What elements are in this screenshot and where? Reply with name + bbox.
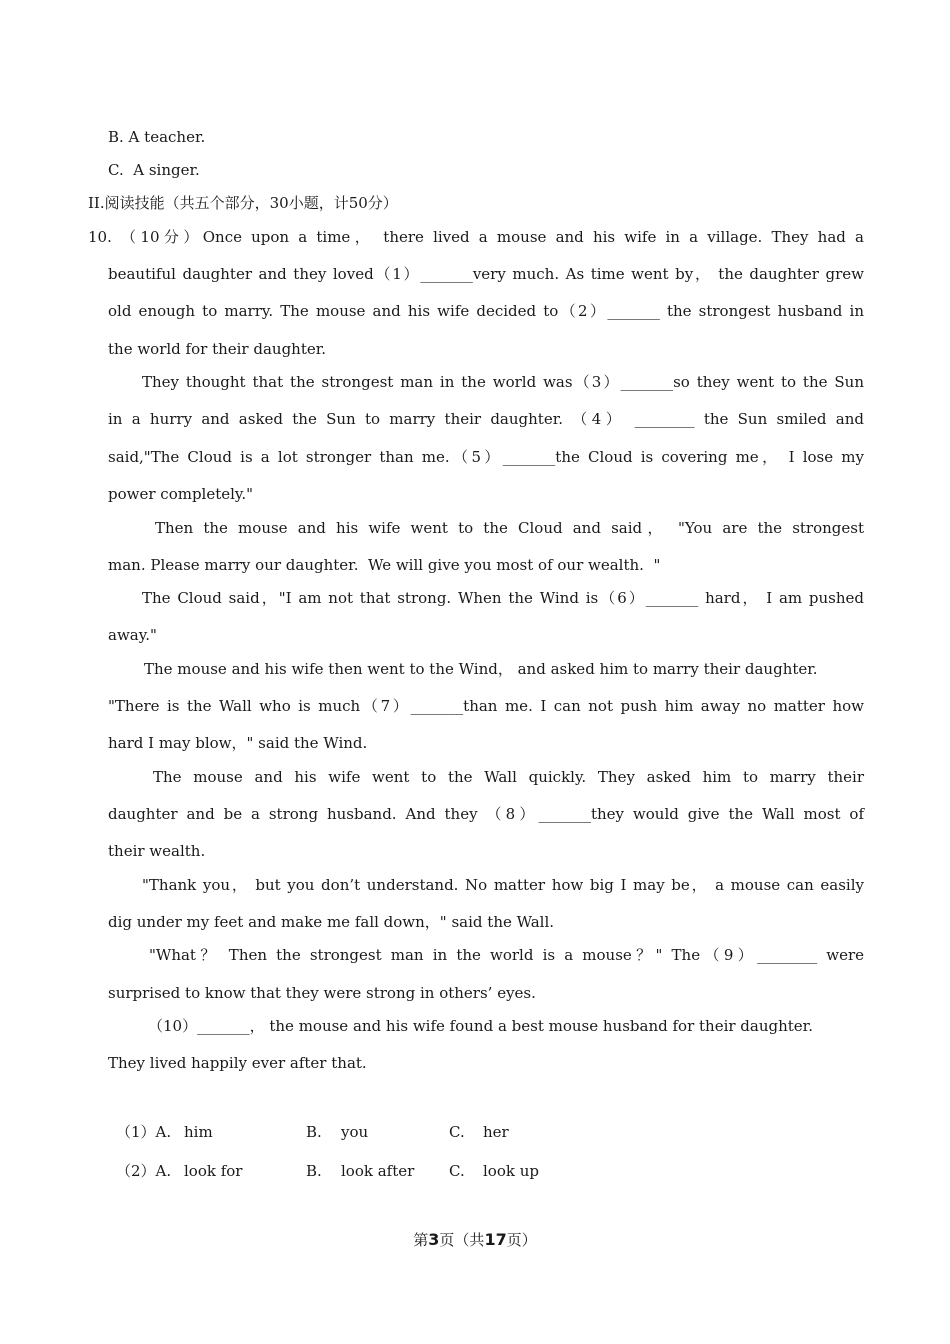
passage-line: their wealth. [108, 842, 206, 860]
passage-line: away." [108, 626, 157, 644]
option-a: look for [184, 1162, 243, 1180]
prev-option-b: B. A teacher. [108, 128, 206, 146]
passage-line: surprised to know that they were strong in others’ eyes. [108, 984, 536, 1002]
passage-line: the world for their daughter. [108, 340, 327, 358]
passage-line: beautiful daughter and they loved（1）_______very much. As time went by， the daughter grew [108, 265, 864, 283]
footer-total-pages: 17 [484, 1230, 507, 1249]
passage-line: "Thank you， but you don’t understand. No matter how big I may be， a mouse can easily [142, 876, 864, 894]
passage-line: old enough to marry. The mouse and his wife decided to（2）_______ the strongest husband in [108, 302, 864, 320]
passage-line: The mouse and his wife went to the Wall quickly. They asked him to marry their [153, 768, 864, 786]
section-heading: II.阅读技能（共五个部分，30小题，计50分） [88, 194, 398, 212]
option-b-label: B. [306, 1123, 322, 1141]
footer-suffix: 页） [506, 1231, 537, 1249]
option-c: look up [483, 1162, 539, 1180]
footer-mid: 页（共 [439, 1231, 485, 1249]
passage-line: 10. （10分）Once upon a time， there lived a mouse and his wife in a village. They had a [88, 228, 864, 246]
option-c-label: C. [449, 1123, 465, 1141]
option-b: you [341, 1123, 369, 1141]
footer-prefix: 第 [413, 1231, 429, 1249]
passage-line: man. Please marry our daughter. We will give you most of our wealth. " [108, 556, 661, 574]
passage-line: in a hurry and asked the Sun to marry their daughter. （4） ________ the Sun smiled and [108, 410, 864, 428]
passage-line: dig under my feet and make me fall down，" said the Wall. [108, 913, 555, 931]
option-b: look after [341, 1162, 415, 1180]
option-a: him [184, 1123, 213, 1141]
option-number: （1）A. [116, 1123, 172, 1141]
passage-line: "What？ Then the strongest man in the world is a mouse？" The（9）________ were [149, 946, 864, 964]
option-c-label: C. [449, 1162, 465, 1180]
passage-line: "There is the Wall who is much（7）_______than me. I can not push him away no matter how [108, 697, 864, 715]
passage-line: power completely." [108, 485, 254, 503]
passage-line: hard I may blow，" said the Wind. [108, 734, 368, 752]
passage-line: They thought that the strongest man in the world was（3）_______so they went to the Sun [142, 373, 864, 391]
option-number: （2）A. [116, 1162, 172, 1180]
option-b-label: B. [306, 1162, 322, 1180]
option-c: her [483, 1123, 509, 1141]
footer-page-number: 3 [428, 1230, 440, 1249]
page-footer [0, 1229, 950, 1250]
passage-line: said,"The Cloud is a lot stronger than me.（5）_______the Cloud is covering me， I lose my [108, 448, 864, 466]
passage-line: The Cloud said，"I am not that strong. When the Wind is（6）_______ hard， I am pushed [142, 589, 864, 607]
passage-line: They lived happily ever after that. [108, 1054, 367, 1072]
passage-line: daughter and be a strong husband. And they （8）_______they would give the Wall most of [108, 805, 864, 823]
prev-option-c: C. A singer. [108, 161, 200, 179]
passage-line: Then the mouse and his wife went to the Cloud and said， "You are the strongest [155, 519, 864, 537]
passage-line: The mouse and his wife then went to the Wind， and asked him to marry their daughter. [144, 660, 818, 678]
passage-line: （10）_______， the mouse and his wife found a best mouse husband for their daughter. [148, 1017, 813, 1035]
